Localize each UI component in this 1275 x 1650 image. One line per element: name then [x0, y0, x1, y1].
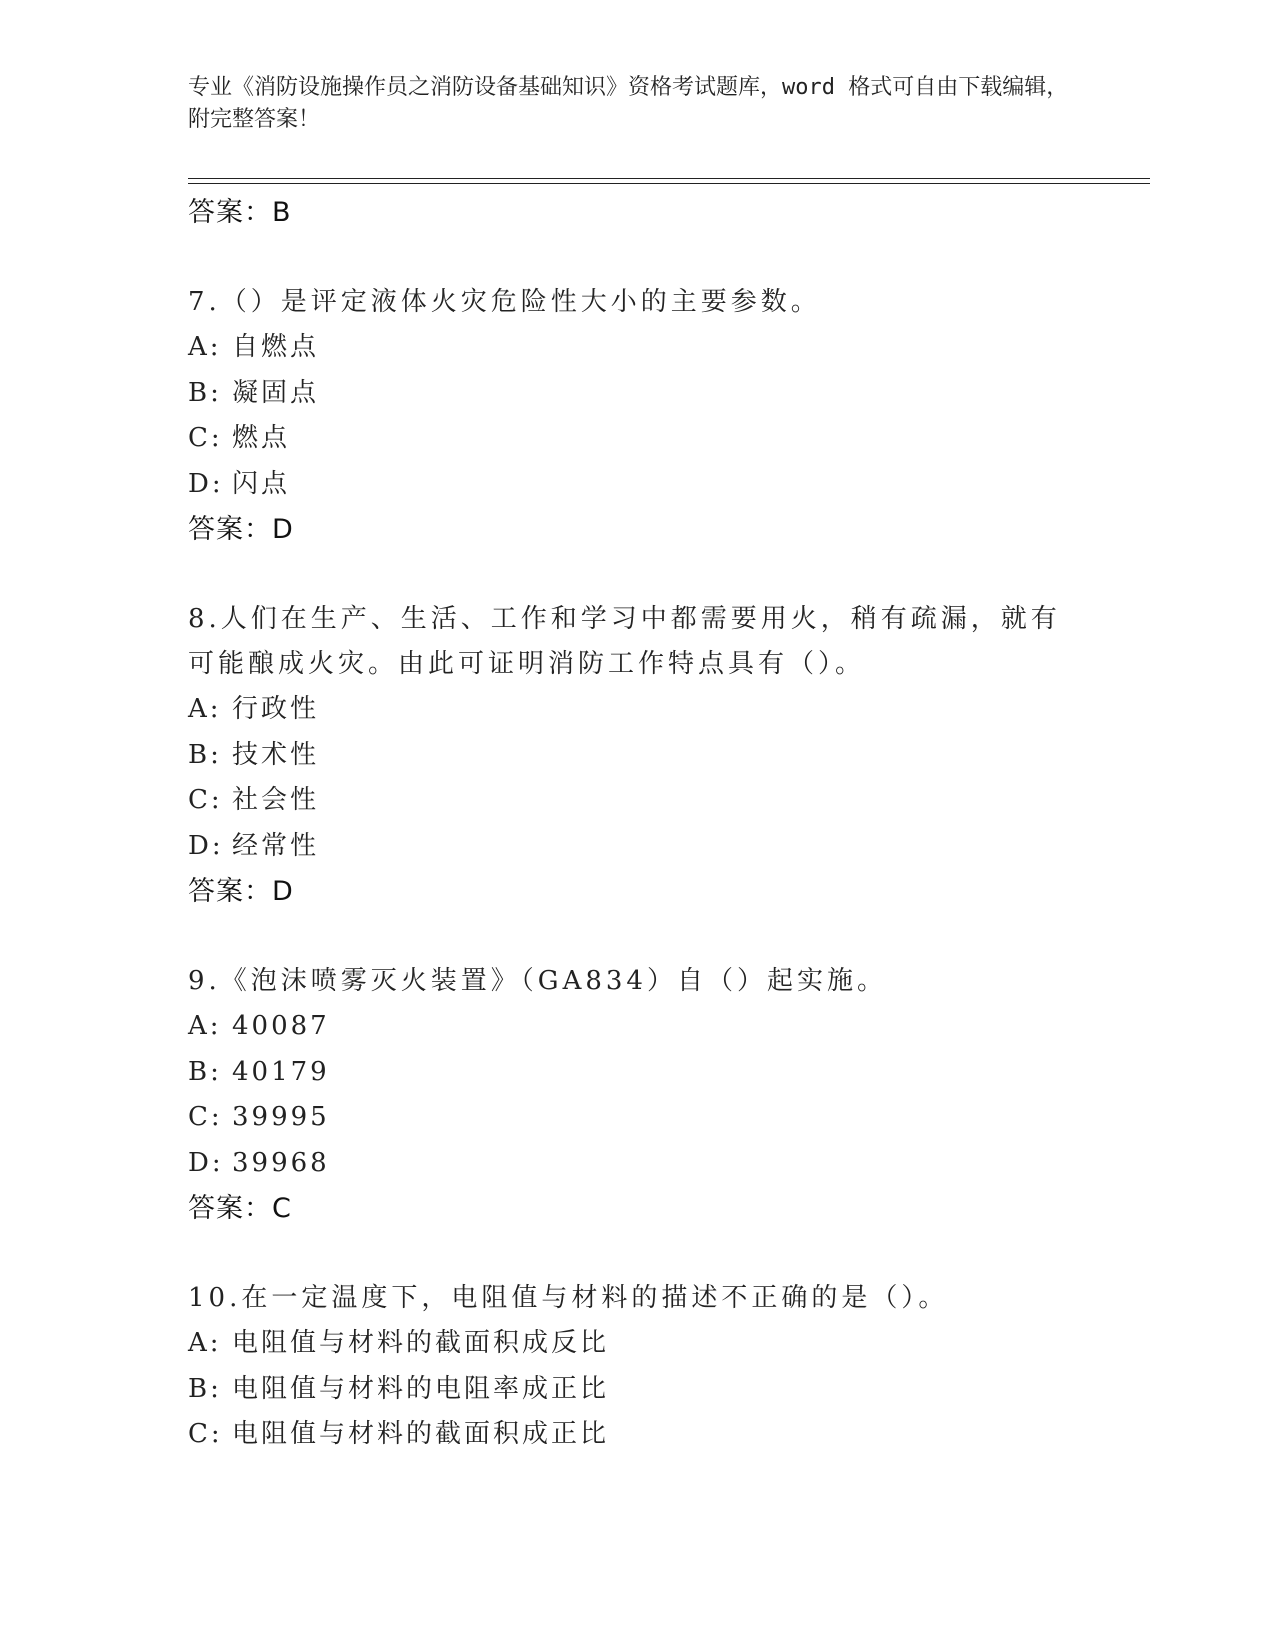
option-letter: B:: [188, 1056, 222, 1087]
option-letter: B:: [188, 739, 222, 770]
option-letter: B:: [188, 377, 222, 408]
option-letter: A:: [188, 1328, 222, 1358]
option-text: 电阻值与材料的电阻率成正比: [232, 1373, 610, 1404]
option-text: 39995: [232, 1102, 330, 1132]
option-text: 电阻值与材料的截面积成反比: [232, 1328, 610, 1358]
question-text: 10.在一定温度下，电阻值与材料的描述不正确的是（）。: [188, 1283, 949, 1313]
option-a: [188, 1321, 1088, 1367]
option-letter: A:: [188, 1011, 222, 1041]
option-letter: C:: [188, 785, 223, 815]
option-c: [188, 416, 1088, 462]
option-text: 燃点: [232, 423, 291, 453]
option-text: 社会性: [232, 785, 320, 815]
question-list: [188, 190, 1088, 1458]
option-d: [188, 824, 1088, 870]
page-header: 专业《消防设施操作员之消防设备基础知识》资格考试题库，word 格式可自由下载编辑，附完整答案！: [188, 75, 1069, 132]
option-text: 经常性: [232, 830, 320, 861]
question-block: [188, 1276, 1088, 1458]
answer-line: 答案：B: [188, 197, 292, 228]
option-letter: C:: [188, 1419, 223, 1449]
option-text: 闪点: [232, 468, 291, 499]
question-text: 7.（）是评定液体火灾危险性大小的主要参数。: [188, 287, 821, 317]
option-letter: C:: [188, 1102, 223, 1132]
option-text: 技术性: [232, 739, 320, 770]
option-b: [188, 371, 1088, 417]
option-a: [188, 1004, 1088, 1050]
option-letter: D:: [188, 468, 224, 499]
option-letter: A:: [188, 694, 222, 724]
option-a: [188, 687, 1088, 733]
option-d: [188, 1141, 1088, 1187]
option-a: [188, 325, 1088, 371]
option-letter: D:: [188, 1147, 224, 1178]
header-divider-top: [188, 178, 1150, 179]
option-text: 凝固点: [232, 377, 320, 408]
option-letter: A:: [188, 332, 222, 362]
option-d: [188, 462, 1088, 508]
option-letter: B:: [188, 1373, 222, 1404]
header-divider-bottom: [188, 183, 1150, 184]
option-text: 自燃点: [232, 332, 320, 362]
answer-line: 答案：C: [188, 1193, 292, 1224]
answer-line: 答案：D: [188, 514, 294, 545]
question-block: [188, 959, 1088, 1232]
option-c: [188, 778, 1088, 824]
option-letter: D:: [188, 830, 224, 861]
question-text: 9.《泡沫喷雾灭火装置》（GA834）自（）起实施。: [188, 966, 887, 996]
question-text: 8.人们在生产、生活、工作和学习中都需要用火，稍有疏漏，就有可能酿成火灾。由此可证明消防工作特点具有（）。: [188, 604, 1061, 679]
option-text: 行政性: [232, 694, 320, 724]
option-text: 40179: [232, 1056, 330, 1087]
option-c: [188, 1095, 1088, 1141]
option-b: [188, 1367, 1088, 1413]
option-text: 电阻值与材料的截面积成正比: [232, 1419, 610, 1449]
question-block: [188, 597, 1088, 915]
answer-line: 答案：D: [188, 876, 294, 907]
option-b: [188, 1050, 1088, 1096]
question-block: [188, 280, 1088, 553]
option-c: [188, 1412, 1088, 1458]
option-b: [188, 733, 1088, 779]
option-text: 40087: [232, 1011, 330, 1041]
option-letter: C:: [188, 423, 223, 453]
option-text: 39968: [232, 1147, 330, 1178]
